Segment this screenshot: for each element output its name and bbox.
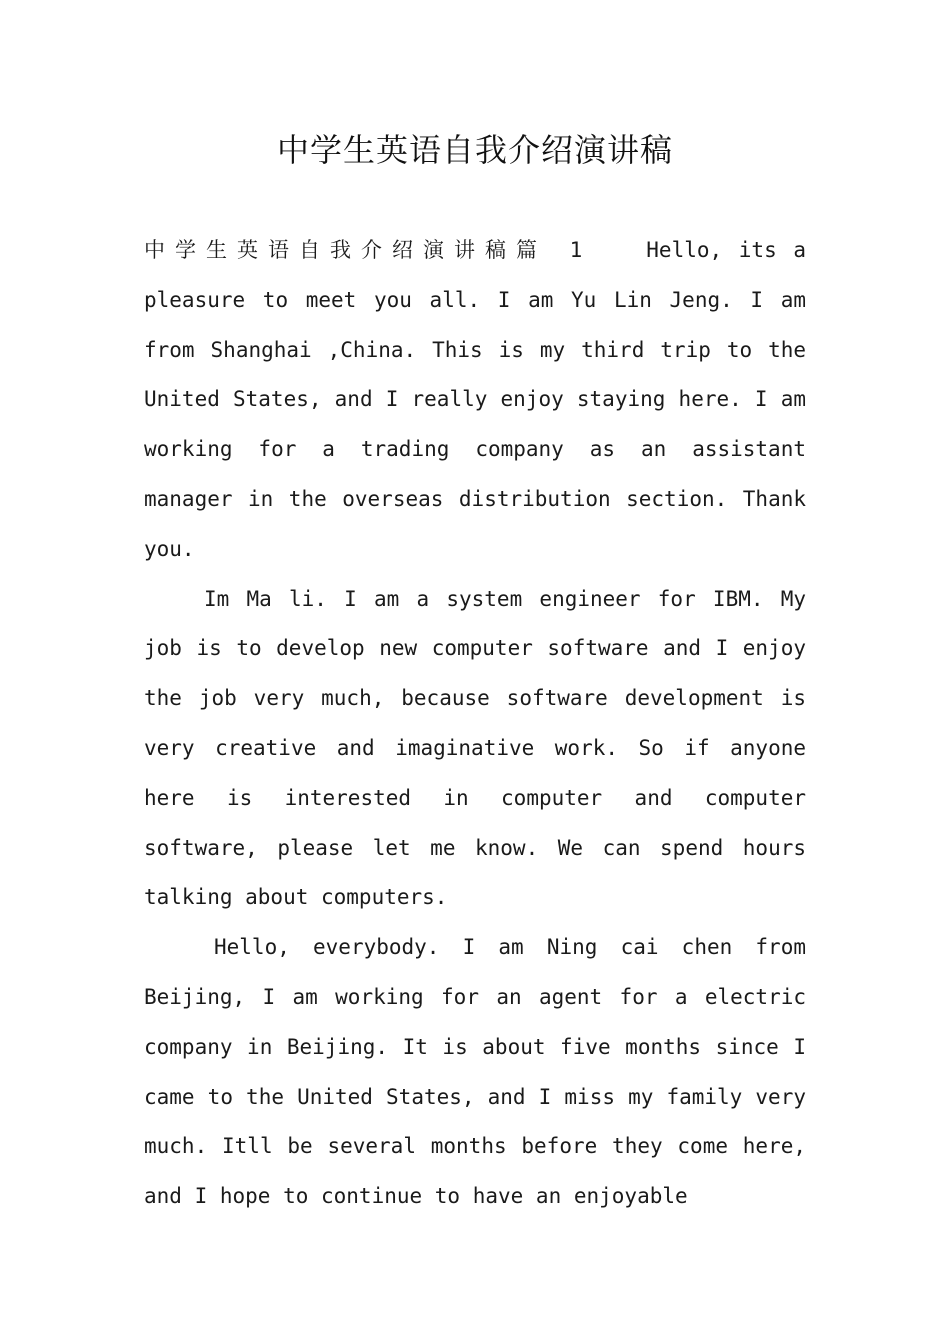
paragraph-1 xyxy=(144,226,806,575)
paragraph-2: Im Ma li. I am a system engineer for IBM. My job is to develop new computer software and I enjoy the job very much, because software development is very creative and imaginative work. So if anyone here is interested in computer and computer software, please let me know. We can spend hours talking about computers. xyxy=(144,586,806,910)
paragraph-3: Hello, everybody. I am Ning cai chen from Beijing, I am working for an agent for a electric company in Beijing. It is about five months since I came to the United States, and I miss my family very much. Itll be several months before they come here, and I hope to continue to have an enjoyable xyxy=(144,935,806,1209)
document-body xyxy=(144,226,806,1222)
section-heading: 中学生英语自我介绍演讲稿篇 1 xyxy=(144,238,589,262)
document-title: 中学生英语自我介绍演讲稿 xyxy=(276,131,673,169)
paragraph-1-text: Hello, its a pleasure to meet you all. I am Yu Lin Jeng. I am from Shanghai ,China. This is my third trip to the United States, and I really enjoy staying here. I am working for a trading company as an assistant manager in the overseas distribution section. Thank you. xyxy=(144,238,806,561)
